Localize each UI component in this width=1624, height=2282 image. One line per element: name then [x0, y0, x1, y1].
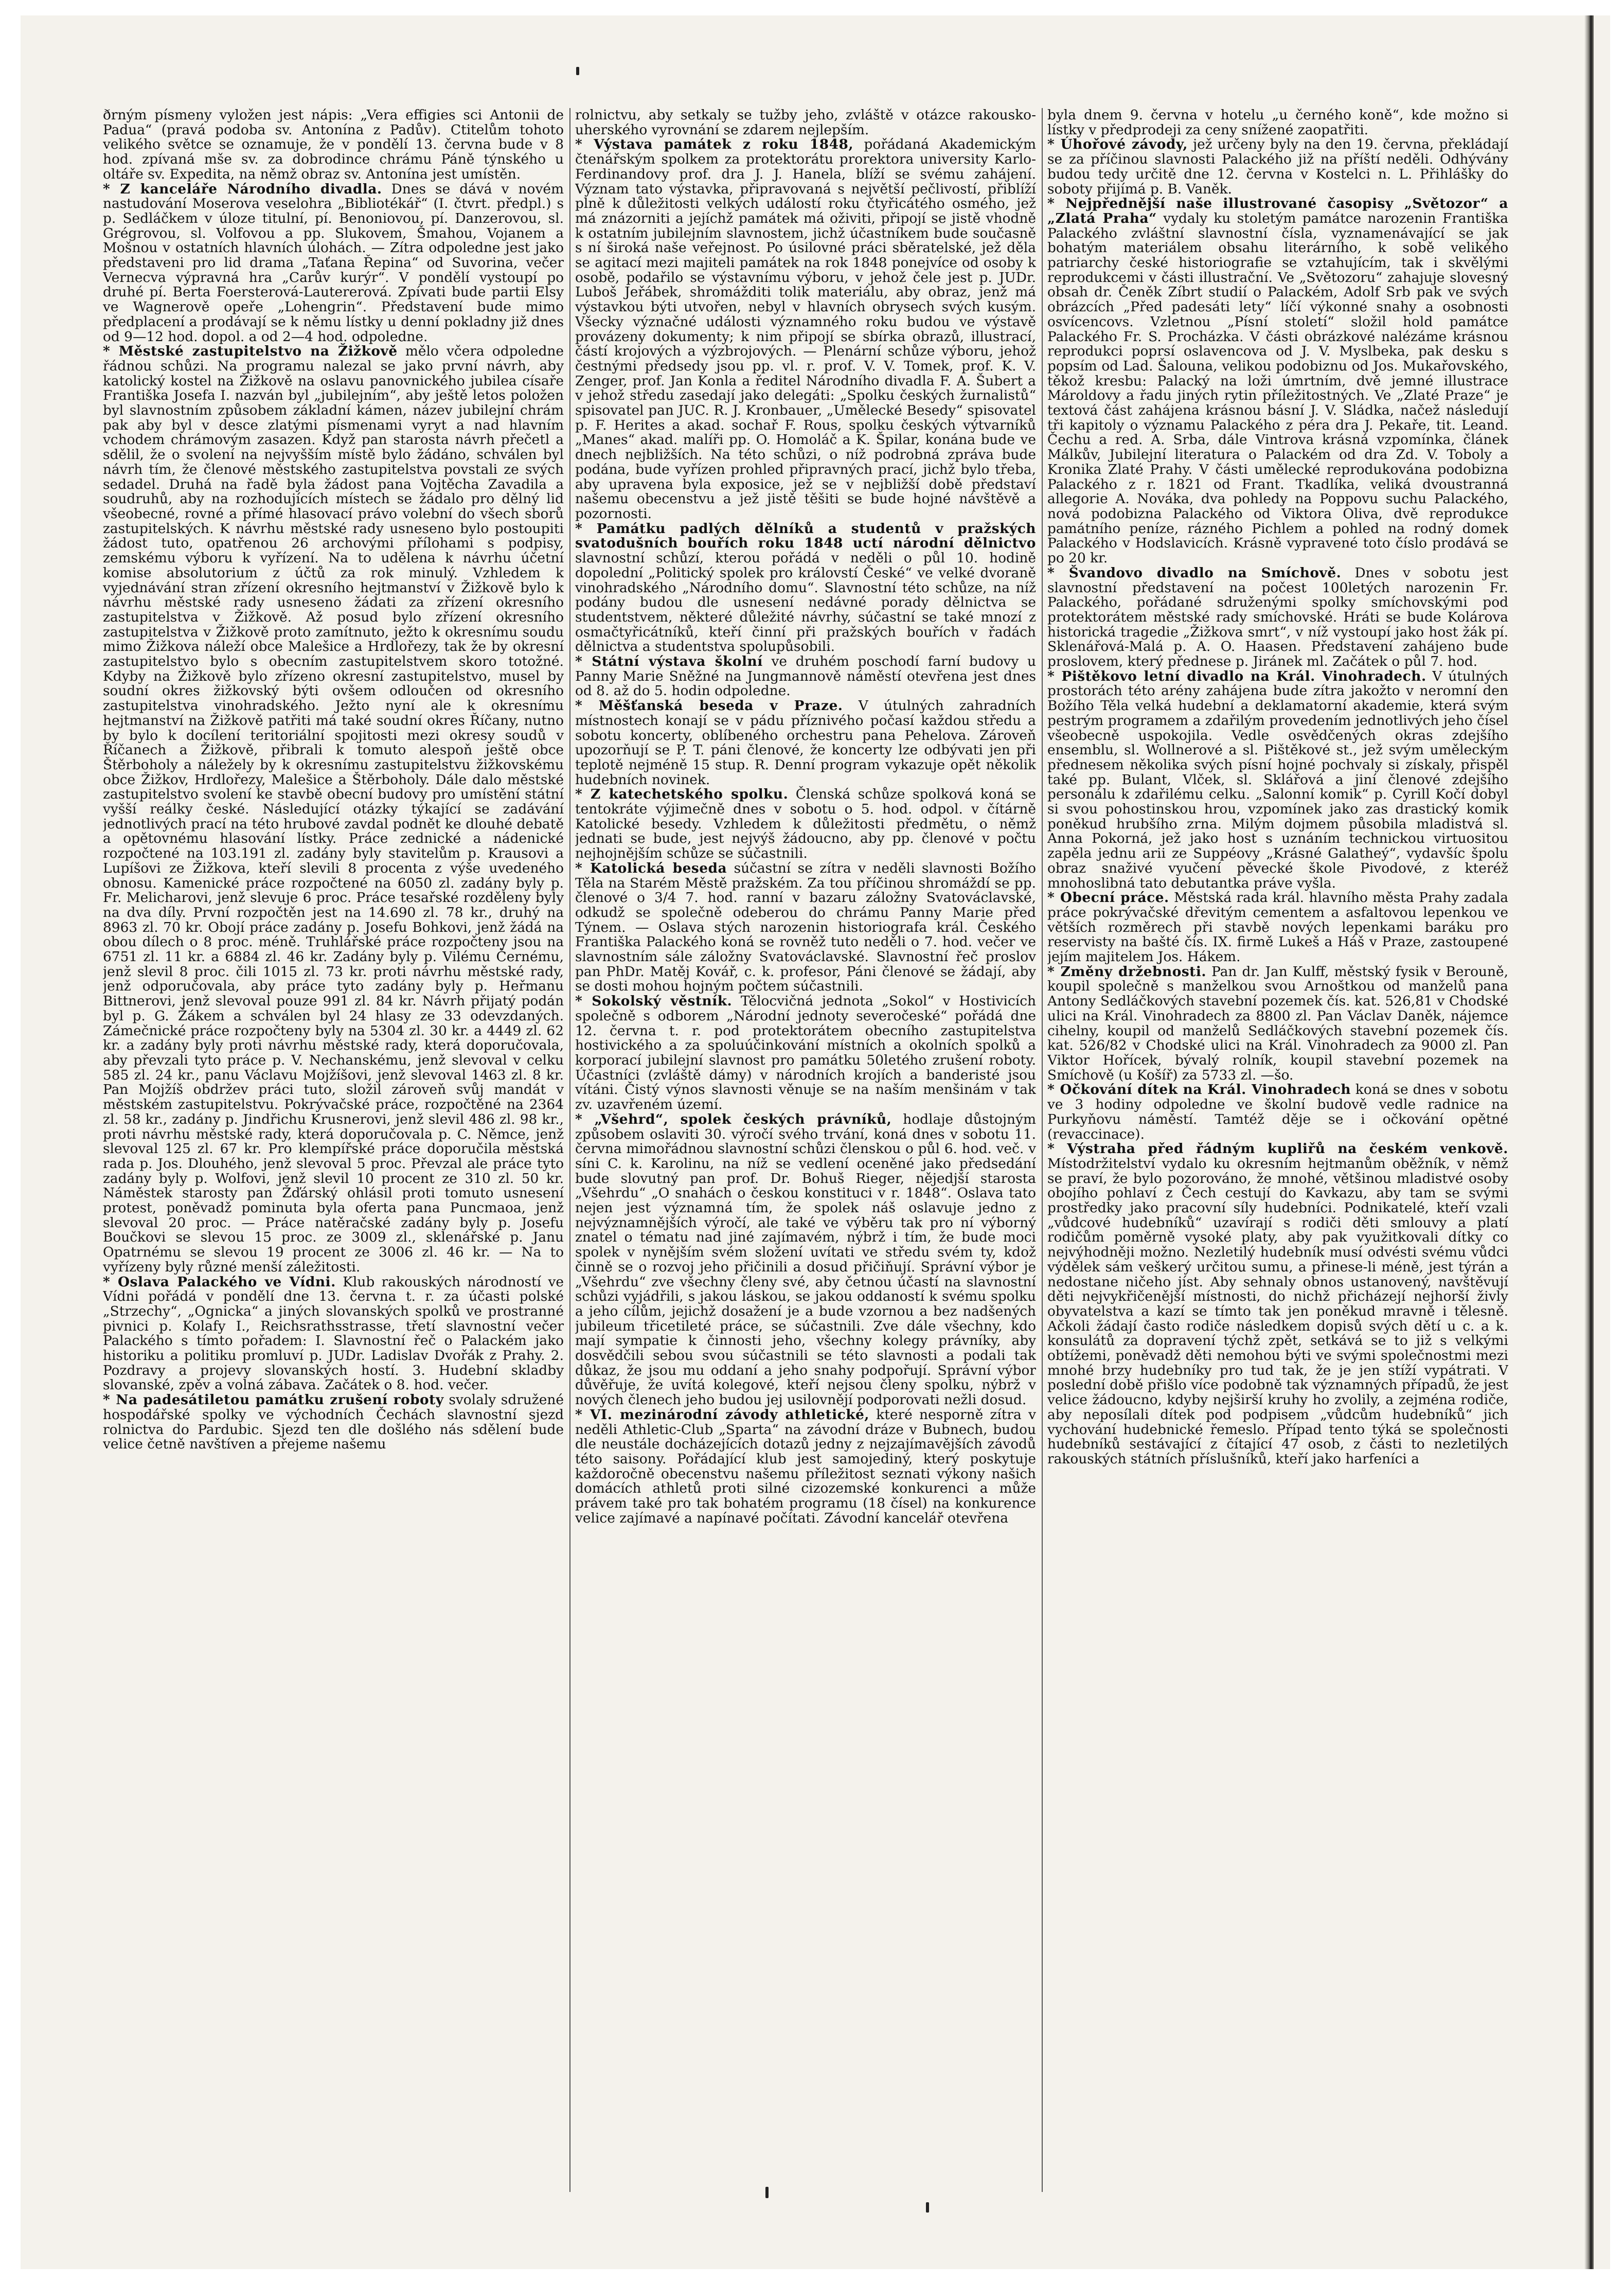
article-text: Tělocvičná jednota „Sokol“ v Hostivicích společně s odborem „Národní jednoty severočeské“ pořádá dne 12. června t. r. pod protektorátem obecního zastupitelstva hostivického a za spoluúčinkování místních a okolních spolků a korporací jubilejní slavnost pro památku 50letého zrušení roboty. Účastníci (zvláště dámy) v národních krojích a banderisté jsou vítáni. Čistý výnos slavnosti věnuje se na naším menšinám v tak zv. uzavřeném území.	[575, 993, 1036, 1113]
article-paragraph	[1047, 137, 1508, 197]
article-text: súčastní se zítra v neděli slavnosti Božího Těla na Starém Městě pražském. Za tou příčinou shromáždí se pp. členové o 3/4 7. hod. ranní v bazaru záložny Svatováclavské, odkudž se společně odeberou do chrámu Panny Marie před Týnem. — Oslava stých narozenin historiografa král. Českého Františka Palackého koná se rovněž tuto neděli o 7. hod. večer ve slavnostním sále záložny Svatováclavské. Slavnostní řeč proslov pan PhDr. Matěj Kovář, c. k. profesor, Páni členové se žádají, aby se dosti mohou hojným počtem súčastnili.	[575, 860, 1036, 995]
article-paragraph	[103, 1393, 564, 1452]
article-heading: * Měšťanská beseda v Praze.	[575, 698, 843, 714]
article-paragraph	[103, 1275, 564, 1393]
article-text: Dnes se dává v novém nastudování Moserova veselohra „Bibliotékář“ (I. čtvrt. předpl.) s p. Sedláčkem v úloze titulní, pí. Benoniovou, pí. Danzerovou, sl. Grégrovou, sl. Volfovou a pp. Slukovem, Šmahou, Vojanem a Mošnou v ostatních hlavních úlohách. — Zítra odpoledne jest jako představeni pro lid drama „Taťana Řepina“ od Suvorina, večer Vernecva výpravná hra „Carův kurýr“. V pondělí vystoupí po druhé pí. Berta Foersterová-Lautererová. Zpívati bude partii Elsy ve Wagnerově opeře „Lohengrin“. Představení bude mimo předplacení a prodávají se k němu lístky u denní pokladny již dnes od 9—12 hod. dopol. a od 2—4 hod. odpoledne.	[103, 181, 564, 345]
article-text: koná se dnes v sobotu ve 3 hodiny odpoledne ve školní budově vedle radnice na Purkyňovu náměstí. Tamtéž děje se i očkování opětné (revaccinace).	[1047, 1082, 1508, 1142]
article-text: V útulných zahradních místnostech konají se v pádu příznivého počasí každou středu a sobotu koncerty, oblíbeného orchestru pana Pehelova. Zároveň upozorňují se P. T. páni členové, že koncerty lze odbývati jen při teplotě nejméně 15 stup. R. Denní program vykazuje opět několik hudebních novinek.	[575, 698, 1036, 788]
article-heading: * Městské zastupitelstvo na Žižkově	[103, 343, 398, 360]
article-heading: * Na padesátiletou památku zrušení roboty	[103, 1392, 444, 1408]
article-heading: * Obecní práce.	[1047, 890, 1169, 906]
article-paragraph	[1047, 566, 1508, 669]
article-text: vydaly ku stoletým památce narozenin Františka Palackého zvláštní slavnostní čísla, vyznamenávající se jak bohatým materiálem obsahu literárního, k sobě velikého patriarchy české historiografie se vztahujícím, tak i skvělými reprodukcemi v části illustrační. Ve „Světozoru“ zahajuje slovesný obsah dr. Čeněk Zíbrt studií o Palackém, Adolf Srb pak ve svých obrázcích „Před padesáti lety“ líčí výkonné snahy a osobnosti osvícencovs. Vzletnou „Písní století“ složil hold památce Palackého Fr. S. Procházka. V části obrázkové nalézáme krásnou reprodukci poprsí oslavencova od J. V. Myslbeka, pak desku s popsím od Lad. Šalouna, velikou podobiznu od Jos. Mukařovského, těkož kresbu: Palacký na loži úmrtním, dvě jemné illustrace Mároldovy a řadu jiných rytin příležitostných. Ve „Zlaté Praze“ je textová část zahájena krásnou básní J. V. Sládka, načež následují tři kapitoly o významu Palackého z péra dra J. Pekaře, tit. Leand. Čechu a red. A. Srba, dále Vintrova krásná vzpomínka, článek Málkův, Jubilejní literatura o Palackém od dra Zd. V. Toboly a Kronika Zlaté Prahy. V části umělecké reprodukována podobizna Palackého z r. 1821 od Frant. Tkadlíka, veliká dvoustranná allegorie A. Nováka, dva pohledy na Poppovu suchu Palackého, nová podobizna Palackého od Viktora Oliva, dvě reprodukce památního peníze, rázného Pichlem a pohled na rodný domek Palackého v Hodslavicích. Krásně vypravené toto číslo prodává se po 20 kr.	[1047, 210, 1508, 567]
article-paragraph	[575, 654, 1036, 699]
ink-speck	[576, 67, 579, 75]
article-text: rolnictvu, aby setkaly se tužby jeho, zvláště v otázce rakousko-uherského vyrovnání se zdarem nejlepším.	[575, 108, 1036, 138]
binding-fold-shadow	[1584, 15, 1594, 2269]
article-paragraph	[575, 787, 1036, 861]
article-heading: * Očkování dítek na Král. Vinohradech	[1047, 1082, 1351, 1098]
article-paragraph	[103, 182, 564, 345]
article-paragraph	[575, 994, 1036, 1112]
article-text: pořádaná Akademickým čtenářským spolkem za protektorátu prorektora university Karlo-Ferdinandovy prof. dra J. J. Hanela, blíží se svému zahájení. Význam tato výstavka, připravovaná s největší pečlivostí, přiblíží plně k důležitosti velkých událostí roku čtyřicátého osmého, jež má znázorniti a jejíchž památek má oživiti, připojí se jistě vhodně k ostatním jubilejním slavnostem, jichž účastníkem bude současně s ní široká naše veřejnost. Po úsilovné práci sběratelské, jež děla se agitací mezi majiteli památek na rok 1848 ponejvíce od osoby k osobě, podařilo se výstavnímu výboru, v jehož čele jest p. JUDr. Luboš Jeřábek, shromážditi tolik materiálu, aby obraz, jenž má výstavkou býti utvořen, nebyl v hlavních obrysech svých kusým. Všecky význačné události významného roku budou ve výstavě provázeny dokumenty; k nim připojí se sbírka obrazů, illustrací, částí krojových a výzbrojových. — Plenární schůze výboru, jehož čestnými předsedy jsou pp. vl. r. prof. V. V. Tomek, prof. K. V. Zenger, prof. Jan Konla a ředitel Národního divadla F. A. Šubert a v jehož středu zasedají jako delegáti: „Spolku českých žurnalistů“ spisovatel pan JUC. R. J. Kronbauer, „Umělecké Besedy“ spisovatel p. F. Herites a akad. sochař F. Rous, spolku českých výtvarníků „Manes“ akad. malíři pp. O. Homoláč a K. Špilar, konána bude ve dnech nejbližších. Na této schůzi, o níž podrobná zpráva bude podána, bude vyřízen prohled připravných prací, jichž bylo třeba, aby upravena byla exposice, jež se v nejbližší době představí našemu obecenstvu a jež jistě těšiti se bude hojné návštěvě a pozornosti.	[575, 136, 1036, 522]
article-paragraph	[575, 137, 1036, 521]
article-text: Pan dr. Jan Kulff, městský fysik v Berouně, koupil společně s manželkou svou Arnoštkou od manželů pana Antony Sedláčkových stavební pozemek čís. kat. 526,81 v Chodské ulici na Král. Vinohradech za 8800 zl. Pan Václav Daněk, nájemce cihelny, koupil od manželů Sedláčkových stavební pozemek čís. kat. 526/82 v Chodské ulici na Král. Vinohradech za 9000 zl. Pan Viktor Hořícek, bývalý rolník, koupil stavební pozemek na Smíchově (u Košíř) za 5733 zl. —šo.	[1047, 963, 1508, 1083]
article-text: jež určeny byly na den 19. června, překládají se za příčinou slavnosti Palackého již na příští neděli. Odhývány budou tedy určitě dne 12. června v Kostelci n. L. Přihlášky do soboty přijímá p. B. Vaněk.	[1047, 136, 1508, 197]
article-heading: * Z kanceláře Národního divadla.	[103, 181, 382, 197]
article-text: V útulných prostorách této arény zahájena bude zítra jakožto v neromní den Božího Těla velká hudební a deklamatorní akademie, která svým pestrým programem a zdařilým provedením jednotlivých jeho čísel všeobecně uspokojila. Vedle osvědčených okras zdejšího ensemblu, sl. Wollnerové a sl. Pištěkové st., jež svým uměleckým přednesem několika svých písní hojné pochvaly si získaly, přispěl také pp. Bulant, Vlček, sl. Sklářová a jiní členové zdejšího personálu k zdařilému celku. „Salonní komik“ p. Cyrill Kočí dobyl si svou pohostinskou hrou, vzpomínek jako zas drastický komik poněkud hrubšího zrna. Milým dojmem působila mladistvá sl. Anna Pokorná, jež jako host s uznáním technickou virtuositou zapěla jednu arii ze Suppéovy „Krásné Galatheý“, vydavšíc špolu obraz snaživé vyučení pěvecké škole Pivodové, z kteréž mnohoslibná tato debutantka práve vyšla.	[1047, 668, 1508, 891]
article-text: slavnostní schůzí, kterou pořádá v neděli o půl 10. hodině dopolední „Politický spolek pro královstí České“ ve velké dvoraně vinohradského „Národního domu“. Slavnostní této schůze, na níž podány budou dle usnesení nedávné porady dělnictva se studentstvem, některé důležité návrhy, súčastní se také mnozí z osmačtyřicátníků, kteří činní při pražských bouřích v řadách dělnictva a studentstva spolupůsobili.	[575, 550, 1036, 655]
article-paragraph	[575, 522, 1036, 654]
article-paragraph	[575, 1408, 1036, 1526]
article-text: Dnes v sobotu jest slavnostní představení na počest 100letých narozenin Fr. Palackého, pořádané sdruženými spolky smíchovskými pod protektorátem městské rady smíchovské. Hráti se bude Kolárova historická tragedie „Žižkova smrt“, v níž vystoupí jako host žák pí. Sklenářová-Malá p. A. O. Haasen. Představení zahájeno bude proslovem, který přednese p. Jiránek ml. Začátek o půl 7. hod.	[1047, 564, 1508, 670]
column-rule	[1042, 108, 1043, 2192]
article-text: které nesporně zítra v neděli Athletic-Club „Sparta“ na závodní dráze v Bubnech, budou dle neustále docházejících dotazů jedny z nejzajímavějších závodů této saisony. Pořádající klub jest samojediný, který poskytuje každoročně obecenstvu našemu příležitost seznati výkony našich domácích athletů proti silné cizozemské konkurenci a může právem také pro tak bohatém programu (18 čísel) na konkurence velice zajímavé a napínavé počítati. Závodní kancelář otevřena	[575, 1406, 1036, 1526]
article-paragraph	[1047, 197, 1508, 566]
column-3	[1047, 108, 1508, 2192]
article-text: svolaly sdružené hospodářské spolky ve východních Čechách slavnostní sjezd rolnictva do Pardubic. Sjezd ten dle došlého nás sdělení bude velice četně navštíven a přejeme našemu	[103, 1392, 564, 1453]
article-heading: * Z katechetského spolku.	[575, 786, 789, 803]
article-paragraph	[575, 1112, 1036, 1408]
article-heading: * Oslava Palackého ve Vídni.	[103, 1273, 336, 1290]
article-text: ðrným písmeny vyložen jest nápis: „Vera effigies sci Antonii de Padua“ (pravá podoba sv. Antonína z Padův). Ctitelům tohoto velikého světce se oznamuje, že v pondělí 13. června bude v 8 hod. zpívaná mše sv. za dobrodince chrámu Páně týnského u oltáře sv. Expedita, na němž obraz sv. Antonína jest umístěn.	[103, 108, 564, 182]
article-paragraph	[575, 699, 1036, 787]
column-1	[103, 108, 564, 2192]
article-paragraph	[575, 108, 1036, 137]
article-heading: * Změny držebnosti.	[1047, 963, 1207, 980]
article-heading: * Katolická beseda	[575, 860, 727, 876]
article-text: Městská rada král. hlavního města Prahy zadala práce pokrývačské dřevitým cementem a asfaltovou lepenkou ve větších rozměrech při stavbě nových lepenkami baráku pro reservisty na bašté čís. IX. firmě Lukeš a Háš v Praze, zastoupené jejím majitelem Jos. Hákem.	[1047, 890, 1508, 965]
article-paragraph	[103, 344, 564, 1275]
article-text: Místodržitelství vydalo ku okresním hejtmanům oběžník, v němž se praví, že bylo pozorováno, že mnohé, většinou mladistvé osoby obojího pohlaví z Čech cestují do Kavkazu, aby tam se svými prostředky jako pracovní síly hudebníci. Podnikatelé, kteří vzali „vůdcové hudebníků“ uzavírají s rodiči děti smlouvy a platí rodičům poměrně vysoké platy, aby pak využitkovali dítky co nejvýhodněji možno. Nezletilý hudebník musí odvésti svému vůdci výdělek sám veškerý určitou sumu, a přinese-li méně, jest týrán a nedostane ničeho jíst. Aby sehnaly obnos ustanovený, navštěvují děti nejvykřičenější místnosti, do nichž přicházejí nejhorší živly obyvatelstva a kazí se tímto tak jen poněkud mravně i tělesně. Ačkoli žádají často rodiče následkem dopisů svých dětí u c. a k. konsulátů za dopravení týchž zpět, setkává se to již s velkými obtížemi, poněvadž děti nemohou býti ve svými společnostmi mezi mnohé brzy hudebníky pro tud tak, že je jen stíží vypátrati. V poslední době přišlo více podobně tak významných případů, že jest velice žádoucno, kdyby nejširší kruhy ho zvolily, a zejména rodiče, aby neposílali dítek pod podpisem „vůdcům hudebníků“ jich vychování hudebnické řemeslo. Případ tento týká se společnosti hudebníků sestávající z čítající 47 osob, z části to nezletilých rakouských státních příslušníků, kteří jako harfeníci a	[1047, 1155, 1508, 1467]
article-heading: * Sokolský věstník.	[575, 993, 733, 1010]
article-text: hodlaje důstojným způsobem oslaviti 30. výročí svého trvání, koná dnes v sobotu 11. června mimořádnou slavnostní schůzi členskou o půl 6. hod. več. v síni C. k. Karolinu, na níž se vedlení oceněné jako předsedání bude slovutný pan prof. Dr. Bohuš Rieger, nějedjší starosta „Všehrdu“ „O snahách o českou konstituci v r. 1848“. Oslava tato nejen jest významná tím, že spolek náš oslavuje jedno z nejvýznamnějších výročí, ale také ve výběru tak pro ní výborný znatel o tématu nad jiné zajímavém, nýbrž i tím, že bude moci spolek v nynějším svém složení uvítati ve středu svém ty, kdož činně se o rozvoj jeho přičinili a dosud přičiňují. Správní výbor je „Všehrdu“ zve všechny členy své, aby četnou účastí na slavnostní schůzi vyjádřili, s jakou láskou, se jakou oddaností k svému spolku a jeho cílům, jejichž dosažení je a bude vzornou a bez nadšených jubileum třicetileté práce, se súčastnili. Zve dále všechny, kdo mají sympatie k činnosti jeho, všechny kolegy právníky, aby dosvědčili sebou svou súčastnili se této slavnosti a podali tak důkaz, že jsou mu oddaní a jeho snahy podpořují. Správní výbor důvěřuje, že uvítá kolegové, kteří nejsou členy spolku, nýbrž v nových členech jeho budou jej usilovnějí podporovati nežli dosud.	[575, 1111, 1036, 1408]
article-text: Klub rakouských národností ve Vídni pořádá v pondělí dne 13. června t. r. za účasti polské „Strzechy“, „Ognicka“ a jiných slovanských spolků ve prostranné pivnici p. Kolafy I., Reichsrathsstrasse, třetí slavnostní večer Palackého s tímto pořadem: I. Slavnostní řeč o Palackém jako historiku a politiku promluví p. JUDr. Ladislav Dvořák z Prahy. 2. Pozdravy a projevy slovanských hostí. 3. Hudební skladby slovanské, zpěv a volná zábava. Začátek o 8. hod. večer.	[103, 1273, 564, 1393]
article-paragraph	[1047, 108, 1508, 137]
article-paragraph	[1047, 1083, 1508, 1142]
article-heading: * „Všehrd“, spolek českých právníků,	[575, 1111, 892, 1127]
article-paragraph	[1047, 1142, 1508, 1466]
article-heading: * Pištěkovo letní divadlo na Král. Vinohradech.	[1047, 668, 1426, 684]
article-heading: * Státní výstava školní	[575, 653, 763, 670]
article-heading: * VI. mezinárodní závody athletické,	[575, 1406, 869, 1423]
article-heading: * Švandovo divadlo na Smíchově.	[1047, 564, 1342, 581]
article-heading: * Památku padlých dělníků a studentů v pražských svatodušních bouřích roku 1848 uctí národní dělnictvo	[575, 520, 1036, 552]
article-paragraph	[103, 108, 564, 182]
article-text: ve druhém poschodí farní budovy u Panny Marie Sněžné na Jungmannově náměstí otevřena jest dnes od 8. až do 5. hodin odpoledne.	[575, 653, 1036, 699]
article-paragraph	[1047, 669, 1508, 891]
article-text: byla dnem 9. června v hotelu „u černého koně“, kde možno si lístky v předprodeji za ceny snížené zaopatřiti.	[1047, 108, 1508, 138]
article-text: Členská schůze spolková koná se tentokráte výjimečně dnes v sobotu o 5. hod. odpol. v čítárně Katolické besedy. Vzhledem k důležitosti předmětu, o němž jednati se bude, jest nejvýš žádoucno, aby pp. členové v počtu nejhojnějším schůze se súčastnili.	[575, 786, 1036, 862]
article-paragraph	[575, 861, 1036, 994]
article-paragraph	[1047, 965, 1508, 1083]
article-text: mělo včera odpoledne řádnou schůzi. Na programu nalezal se jako první návrh, aby katolický kostel na Žižkově na oslavu panovnického jubilea císaře Františka Josefa I. nazván byl „jubilejním“, aby ještě letos položen byl slavnostním způsobem základní kámen, název jubilejní chrám pak aby byl v desce zlatými písmenami vyryt a nad hlavním vchodem chrámovým zasazen. Když pan starosta návrh přečetl a sdělil, že o svolení na nejvyšším místě bylo žádáno, schválen byl návrh tím, že členové městského zastupitelstva povstali ze svých sedadel. Druhá na řadě byla žádost pana Vojtěcha Zavadila a soudruhů, aby na rozhodujících místech se žádalo pro dělný lid všeobecné, rovné a přímé hlasovací právo volební do všech sborů zastupitelských. K návrhu městské rady usneseno bylo postoupiti žádost tuto, opatřenou 26 archovými přílohami s podpisy, zemskému výboru k vyřízení. Na to udělena k návrhu účetní komise absolutorium z účtů za rok minulý. Vzhledem k vyjednávání stran zřízení okresního hejtmanství v Žižkově bylo k návrhu městské rady usneseno žádati za zřízení okresního zastupitelstva v Žižkově. Až posud bylo zřízení okresního zastupitelstva v Žižkově proto zamítnuto, ježto k okresnímu soudu mimo Žižkova náleží obce Malešice a Hrdlořezy, tak že by okresní zastupitelstvo bylo s obecním zastupitelstvem skoro totožné. Kdyby na Žižkově bylo zřízeno okresní zastupitelstvo, musel by soudní okres žižkovský býti ovšem odloučen od okresního zastupitelstva vinohradského. Ježto nyní ale k okresnímu hejtmanství na Žižkově patřiti má také soudní okres Říčany, nutno by bylo k docílení teritoriální spojitosti mezi okresy soudů v Říčanech a Žižkově, přibrali k tomuto alespoň ještě obce Štěrboholy a náležely by k okresnímu zastupitelstvu žižkovskému obce Žižkov, Hrdlořezy, Malešice a Štěrboholy. Dále dalo městské zastupitelstvo svolení ke stavbě obecní budovy pro umístění státní vyšší reálky české. Následující otázky týkající se zadávání jednotlivých prací na této hrubové zavdal podnět ke dlouhé debatě a opětovnému hlasování lístky. Práce zednické a nádenické rozpočtené na 103.191 zl. zadány byly stavitelům p. Krausovi a Lupíšovi ze Žižkova, kteří slevili 8 procenta z výše uvedeného obnosu. Kamenické práce rozpočtené na 6050 zl. zadány byly p. Fr. Melicharovi, jenž slevuje 6 proc. Práce tesařské rozděleny byly na dva díly. První rozpočtěn jest na 14.690 zl. 78 kr., druhý na 8963 zl. 70 kr. Obojí práce zadány p. Josefu Bohkovi, jenž žádá na obou dílech o 8 proc. méně. Truhlářské práce rozpočteny jsou na 6751 zl. 11 kr. a 6884 zl. 46 kr. Zadány byly p. Vilému Černému, jenž slevil 8 proc. čili 1015 zl. 73 kr. proti návrhu městské rady, jenž odporučovala, aby práce tyto zadány byly p. Heřmanu Bittnerovi, jenž slevoval pouze 991 zl. 84 kr. Návrh přijatý podán byl p. G. Žákem a schválen byl 24 hlasy ze 33 odevzdaných. Zámečnické práce rozpočteny byly na 5304 zl. 30 kr. a 4449 zl. 62 kr. a zadány byly proti návrhu městské rady, která doporučovala, aby převzali tyto práce p. V. Nechanskému, jenž slevoval v celku 585 zl. 24 kr., panu Václavu Mojžíšovi, jenž slevoval 1463 zl. 8 kr. Pan Mojžíš obdržev práci tuto, složil zároveň svůj mandát v městském zastupitelstvu. Pokrývačské práce, rozpočtěné na 2364 zl. 58 kr., zadány p. Jindřichu Krusnerovi, jenž slevil 486 zl. 98 kr., proti návrhu městské rady, která doporučovala p. C. Němce, jenž slevoval 125 zl. 67 kr. Pro klempířské práce doporučila městská rada p. Jos. Dlouhého, jenž slevoval 5 proc. Převzal ale práce tyto zadány byly p. Wolfovi, jenž slevil 10 procent ze 310 zl. 50 kr. Náměstek starosty pan Žďárský ohlásil proti tomuto usnesení protest, poněvadž pominuta byla oferta pana Puncmaoa, jenž slevoval 20 proc. — Práce natěračské zadány byly p. Josefu Boučkovi se slevou 15 proc. ze 3009 zl., sklenářské p. Janu Opatrnému se slevou 19 procent ze 3006 zl. 46 kr. — Na to vyřízeny byly různé menší záležitosti.	[103, 343, 564, 1275]
article-heading: * Nejpřednější naše illustrované časopisy „Světozor“ a „Zlatá Praha“	[1047, 196, 1508, 226]
article-heading: * Výstava památek z roku 1848,	[575, 136, 854, 153]
article-paragraph	[1047, 891, 1508, 965]
article-heading: * Výstraha před řádným kupliřů na českém venkově.	[1047, 1141, 1508, 1157]
newspaper-page	[103, 108, 1538, 2213]
article-heading: * Úhořové závody,	[1047, 136, 1188, 153]
column-2	[575, 108, 1036, 2192]
column-rule	[569, 108, 570, 2192]
